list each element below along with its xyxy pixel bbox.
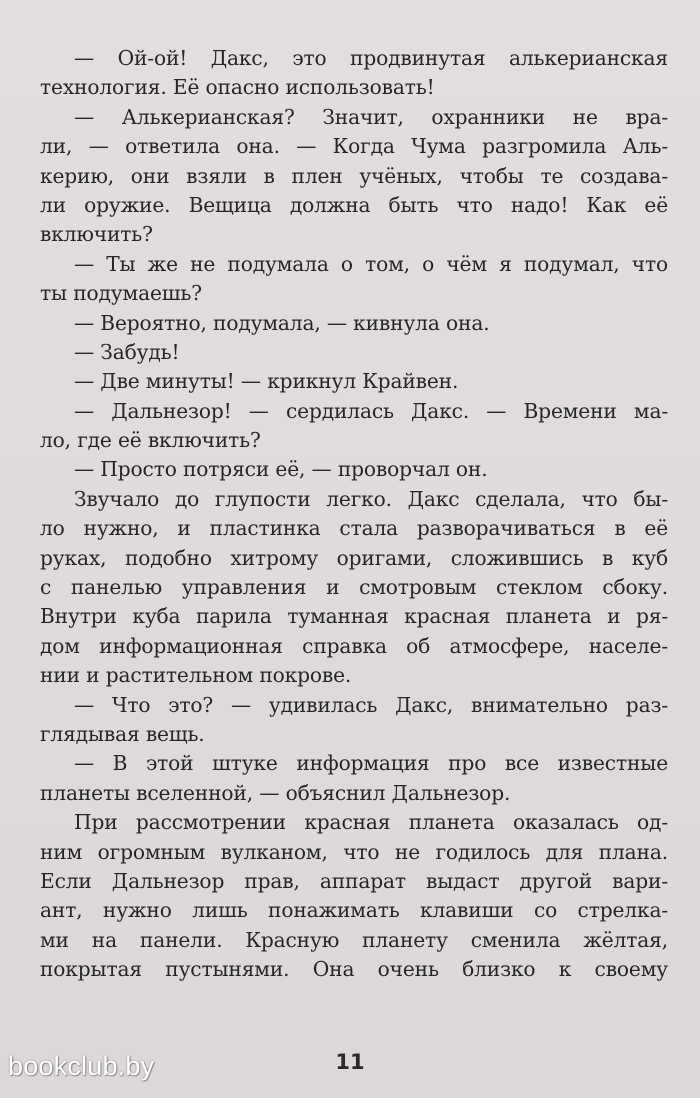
text-line: нии и растительном покрове.: [40, 663, 352, 688]
page-body-text: [40, 44, 668, 985]
text-line: ант, нужно лишь понажимать клавиши со стрелка-: [40, 898, 668, 923]
text-line: керию, они взяли в плен учёных, чтобы те создава-: [40, 163, 668, 188]
text-line: — Две минуты! — крикнул Крайвен.: [74, 369, 459, 394]
text-line: — Вероятно, подумала, — кивнула она.: [74, 310, 490, 335]
text-line: глядывая вещь.: [40, 721, 205, 746]
text-line: Звучало до глупости легко. Дакс сделала, что бы-: [74, 486, 668, 511]
text-line: — Алькерианская? Значит, охранники не вра-: [74, 104, 668, 129]
text-line: планеты вселенной, — объяснил Дальнезор.: [40, 780, 511, 805]
text-line: технология. Её опасно использовать!: [40, 75, 435, 100]
text-line: — Дальнезор! — сердилась Дакс. — Времени ма-: [74, 398, 668, 423]
watermark: bookclub.by: [8, 1051, 155, 1081]
text-line: с панелью управления и смотровым стеклом сбоку.: [40, 575, 668, 600]
text-line: ним огромным вулканом, что не годилось для плана.: [40, 839, 668, 864]
text-line: ло, где её включить?: [40, 428, 261, 453]
text-line: — Что это? — удивилась Дакс, внимательно раз-: [74, 692, 668, 717]
text-line: — Ой-ой! Дакс, это продвинутая алькерианская: [74, 46, 668, 70]
text-line: — В этой штуке информация про все известные: [74, 751, 668, 776]
text-line: — Просто потряси её, — проворчал он.: [74, 457, 488, 482]
page-number: 11: [335, 1050, 365, 1074]
text-line: дом информационная справка об атмосфере, населе-: [40, 633, 668, 658]
text-line: Внутри куба парила туманная красная планета и ря-: [40, 604, 668, 629]
text-line: ли оружие. Вещица должна быть что надо! Как её: [40, 192, 668, 217]
text-line: ты подумаешь?: [40, 281, 202, 306]
text-line: Если Дальнезор прав, аппарат выдаст другой вари-: [40, 868, 668, 893]
text-line: — Ты же не подумала о том, о чём я подумал, что: [74, 251, 668, 276]
text-line: ли, — ответила она. — Когда Чума разгромила Аль-: [40, 134, 668, 159]
text-line: покрытая пустынями. Она очень близко к своему: [40, 957, 668, 982]
text-line: — Забудь!: [74, 339, 180, 364]
text-line: При рассмотрении красная планета оказалась од-: [74, 810, 668, 835]
text-line: руках, подобно хитрому оригами, сложившись в куб: [40, 545, 668, 570]
text-line: включить?: [40, 222, 153, 247]
text-line: ми на панели. Красную планету сменила жёлтая,: [40, 927, 668, 952]
text-line: ло нужно, и пластинка стала разворачиваться в её: [40, 516, 668, 541]
